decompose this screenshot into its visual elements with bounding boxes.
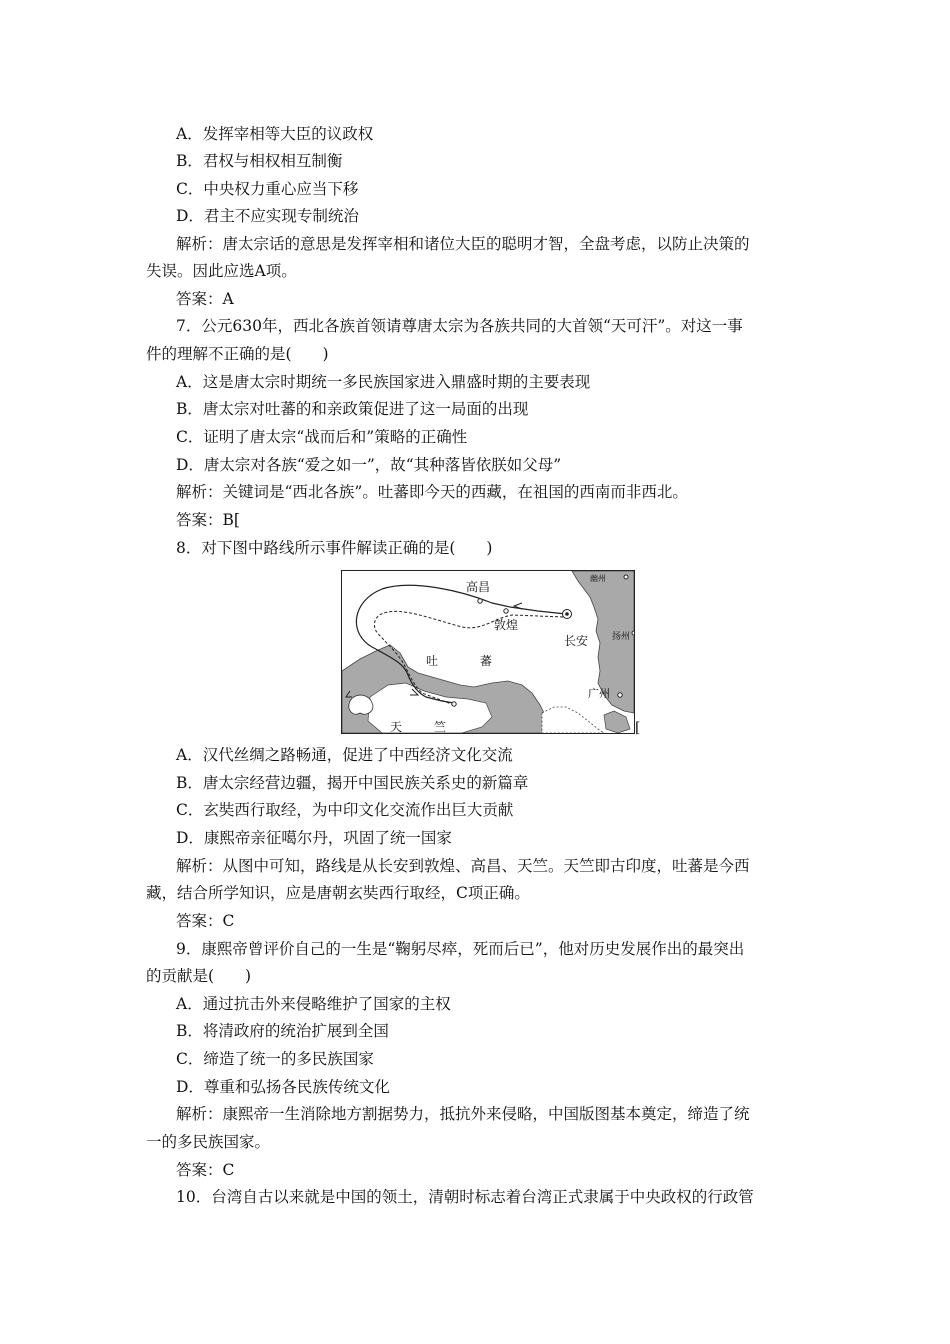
text-line: C．缔造了统一的多民族国家 (176, 1050, 374, 1068)
text-line: 7．公元630年，西北各族首领请尊唐太宗为各族共同的大首领“天可汗”。对这一事 (176, 317, 743, 335)
text-line: B．将清政府的统治扩展到全国 (176, 1022, 389, 1040)
south-sea-coast (542, 707, 604, 733)
lake (349, 695, 373, 714)
text-line: 失误。因此应选A项。 (146, 262, 297, 280)
text-line: A．这是唐太宗时期统一多民族国家进入鼎盛时期的主要表现 (176, 373, 591, 391)
text-line: 答案：A (176, 290, 234, 308)
tianzhu-label-2: 竺 (434, 720, 447, 733)
text-line: B．唐太宗对吐蕃的和亲政策促进了这一局面的出现 (176, 400, 529, 418)
gaochang-label: 高昌 (466, 580, 491, 594)
changan-marker-inner (565, 612, 569, 616)
guangzhou-label: 广州 (588, 687, 610, 700)
route-map-figure (341, 570, 641, 740)
dunhuang-label: 敦煌 (494, 618, 519, 632)
text-line: A．通过抗击外来侵略维护了国家的主权 (176, 995, 451, 1013)
text-line: 一的多民族国家。 (146, 1133, 271, 1151)
text-line: A．汉代丝绸之路畅通，促进了中西经济文化交流 (176, 746, 513, 764)
text-line: D．康熙帝亲征噶尔丹，巩固了统一国家 (176, 829, 452, 847)
text-line: 答案：C (176, 1161, 235, 1179)
text-line: 8．对下图中路线所示事件解读正确的是( ) (176, 539, 493, 557)
text-line: C．证明了唐太宗“战而后和”策略的正确性 (176, 428, 468, 446)
text-line: B．唐太宗经营边疆，揭开中国民族关系史的新篇章 (176, 774, 529, 792)
changan-label: 长安 (564, 634, 589, 648)
youzhou-marker (624, 575, 628, 579)
text-line: D．君主不应实现专制统治 (176, 207, 359, 225)
yangzhou-label: 扬州 (612, 632, 631, 642)
text-line: 件的理解不正确的是( ) (146, 345, 329, 363)
gaochang-marker (478, 599, 482, 603)
trailing-bracket: [ (635, 720, 641, 736)
text-line: 9．康熙帝曾评价自己的一生是“鞠躬尽瘁，死而后已”，他对历史发展作出的最突出 (176, 940, 745, 958)
map-drawing (342, 571, 634, 733)
text-line: 的贡献是( ) (146, 967, 252, 985)
text-line: B．君权与相权相互制衡 (176, 152, 343, 170)
route-map (341, 570, 635, 734)
text-line: D．尊重和弘扬各民族传统文化 (176, 1078, 390, 1096)
text-line: 解析：从图中可知，路线是从长安到敦煌、高昌、天竺。天竺即古印度，吐蕃是今西 (176, 857, 750, 875)
text-line: 答案：C (176, 912, 235, 930)
text-line: 解析：唐太宗话的意思是发挥宰相和诸位大臣的聪明才智，全盘考虑，以防止决策的 (176, 235, 750, 253)
tianzhu-label-1: 天 (390, 720, 403, 733)
text-line: A．发挥宰相等大臣的议政权 (176, 125, 374, 143)
text-line: 10．台湾自古以来就是中国的领土，清朝时标志着台湾正式隶属于中央政权的行政管 (176, 1188, 754, 1206)
text-line: 解析：康熙帝一生消除地方割据势力，抵抗外来侵略，中国版图基本奠定，缔造了统 (176, 1105, 750, 1123)
tianzhu-marker (452, 702, 456, 706)
tubo-label-1: 吐 (426, 654, 439, 668)
guangzhou-marker (618, 693, 622, 697)
text-line: D．唐太宗对各族“爱之如一”，故“其种落皆依朕如父母” (176, 456, 562, 474)
text-line: 答案：B[ (176, 511, 240, 529)
island (604, 711, 630, 733)
text-line: C．中央权力重心应当下移 (176, 180, 359, 198)
tubo-label-2: 蕃 (480, 654, 493, 668)
yangzhou-marker (632, 631, 634, 635)
text-line: 藏，结合所学知识，应是唐朝玄奘西行取经，C项正确。 (146, 884, 530, 902)
youzhou-label: 幽州 (590, 574, 606, 583)
dunhuang-marker (504, 609, 508, 613)
text-line: C．玄奘西行取经，为中印文化交流作出巨大贡献 (176, 801, 514, 819)
text-line: 解析：关键词是“西北各族”。吐蕃即今天的西藏，在祖国的西南而非西北。 (176, 483, 688, 501)
